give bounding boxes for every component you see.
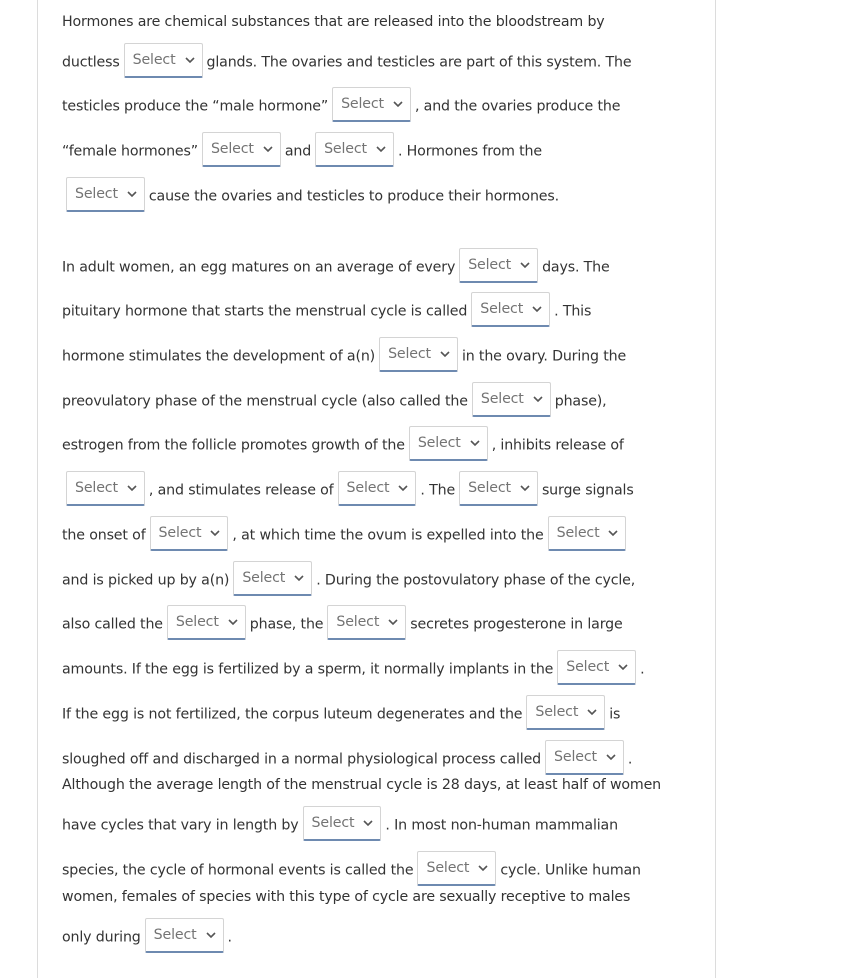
chevron-down-icon [206,931,216,939]
dropdown-label: Select [210,141,254,157]
chevron-down-icon [363,819,373,827]
chevron-down-icon [606,753,616,761]
dropdown-label: Select [426,860,470,876]
text: cycle. Unlike human [500,862,641,879]
dropdown-label: Select [75,480,118,496]
p2-line-9 [62,607,623,633]
dropdown-onset-of[interactable] [150,516,229,551]
text: , at which time the ovum is expelled into the [232,527,544,544]
p2-line-15 [62,853,641,879]
dropdown-label: Select [480,301,524,317]
text: only during [62,929,141,946]
dropdown-process-called[interactable] [545,740,624,775]
text: phase), [554,393,607,410]
text: cause the ovaries and testicles to produce their hormones. [148,188,559,205]
dropdown-label: Select [468,480,511,496]
text: . This [554,303,592,320]
p2-line-14 [62,808,618,834]
dropdown-vary-in-length[interactable] [303,806,382,841]
p1-line-2 [62,45,632,71]
chevron-down-icon [533,395,543,403]
dropdown-label: Select [535,704,579,720]
p2-line-3 [62,339,627,365]
p2-line-13 [62,775,661,795]
dropdown-implants-in[interactable] [557,650,636,685]
text: Hormones are chemical substances that are released into the bloodstream by [62,14,605,30]
dropdown-label: Select [336,614,380,630]
dropdown-label: Select [153,927,197,943]
text: , and stimulates release of [148,482,334,499]
chevron-down-icon [440,350,450,358]
text: in the ovary. During the [461,348,627,365]
dropdown-picked-up-by[interactable] [233,561,312,596]
text: amounts. If the egg is fertilized by a sperm, it normally implants in the [62,661,554,678]
chevron-down-icon [388,618,398,626]
dropdown-label: Select [346,480,390,496]
dropdown-gland-type[interactable] [124,43,203,78]
text: phase, the [249,616,324,633]
text: pituitary hormone that starts the menstrual cycle is called [62,303,468,320]
chevron-down-icon [470,439,480,447]
dropdown-male-hormone[interactable] [332,87,411,122]
dropdown-female-hormone-1[interactable] [202,132,281,167]
dropdown-postovulatory-phase[interactable] [167,605,246,640]
chevron-down-icon [127,484,137,492]
p1-line-5 [62,179,559,205]
dropdown-sloughed-off[interactable] [526,695,605,730]
chevron-down-icon [263,145,273,153]
dropdown-label: Select [417,435,461,451]
dropdown-label: Select [132,52,176,68]
dropdown-progesterone-source[interactable] [327,605,406,640]
text: glands. The ovaries and testicles are part of this system. The [206,54,632,71]
chevron-down-icon [520,484,530,492]
chevron-down-icon [210,529,220,537]
dropdown-surge-hormone[interactable] [459,471,538,506]
dropdown-label: Select [341,96,384,112]
text: , and the ovaries produce the [414,98,621,115]
dropdown-label: Select [242,570,286,586]
text: Although the average length of the menstrual cycle is 28 days, at least half of women [62,777,662,793]
p2-line-8 [62,563,636,589]
chevron-down-icon [228,618,238,626]
dropdown-label: Select [388,346,431,362]
chevron-down-icon [618,663,628,671]
dropdown-label: Select [554,749,597,765]
dropdown-hormone-source[interactable] [66,177,145,212]
dropdown-cycle-type[interactable] [417,851,496,886]
dropdown-label: Select [468,257,512,273]
text: . The [420,482,456,499]
text: hormone stimulates the development of a(n) [62,348,376,365]
dropdown-stimulates-release[interactable] [338,471,417,506]
dropdown-ovum-expelled-into[interactable] [548,516,627,551]
chevron-down-icon [376,145,386,153]
text: . Hormones from the [397,143,542,160]
dropdown-label: Select [566,659,610,675]
dropdown-estrogen-growth[interactable] [409,426,488,461]
text: If the egg is not fertilized, the corpus luteum degenerates and the [62,706,523,723]
text: have cycles that vary in length by [62,817,299,834]
dropdown-label: Select [158,525,202,541]
p2-line-6 [62,473,634,499]
text: also called the [62,616,163,633]
p2-line-16 [62,887,630,907]
text: sloughed off and discharged in a normal physiological process called [62,751,542,768]
chevron-down-icon [294,574,304,582]
dropdown-label: Select [480,391,524,407]
dropdown-label: Select [311,815,355,831]
text: In adult women, an egg matures on an average of every [62,259,456,276]
dropdown-label: Select [75,186,118,202]
text: . [627,751,633,768]
dropdown-preovulatory-phase[interactable] [472,382,551,417]
dropdown-cycle-days[interactable] [459,248,538,283]
p1-line-3 [62,89,621,115]
dropdown-label: Select [556,525,600,541]
chevron-down-icon [478,864,488,872]
text: . [640,661,645,678]
text: and [284,143,312,160]
p2-line-11 [62,697,621,723]
text: women, females of species with this type of cycle are sexually receptive to males [62,889,631,905]
chevron-down-icon [608,529,618,537]
dropdown-pituitary-hormone[interactable] [471,292,550,327]
p2-line-7 [62,518,630,544]
chevron-down-icon [520,261,530,269]
text: the onset of [62,527,146,544]
p1-line-4 [62,134,542,160]
text: surge signals [541,482,634,499]
text: . [227,929,232,946]
p2-line-12 [62,742,633,768]
p2-line-5 [62,428,624,454]
p1-line-1 [62,12,605,32]
p2-line-1 [62,250,610,276]
text: . In most non-human mammalian [385,817,618,834]
text: estrogen from the follicle promotes growth of the [62,437,405,454]
chevron-down-icon [185,56,195,64]
text: testicles produce the “male hormone” [62,98,329,115]
chevron-down-icon [587,708,597,716]
chevron-down-icon [127,190,137,198]
p2-line-2 [62,294,592,320]
text: secretes progesterone in large [410,616,623,633]
text: is [609,706,621,723]
chevron-down-icon [393,100,403,108]
text: “female hormones” [62,143,198,160]
text: species, the cycle of hormonal events is called the [62,862,414,879]
text: ductless [62,54,120,71]
dropdown-receptive-during[interactable] [145,918,224,953]
chevron-down-icon [398,484,408,492]
text: and is picked up by a(n) [62,572,230,589]
p2-line-17 [62,920,232,946]
p2-line-4 [62,384,607,410]
text: days. The [542,259,610,276]
text: , inhibits release of [491,437,624,454]
text: . During the postovulatory phase of the cycle, [316,572,636,589]
dropdown-label: Select [175,614,219,630]
text: preovulatory phase of the menstrual cycle (also called the [62,393,468,410]
dropdown-female-hormone-2[interactable] [315,132,394,167]
p2-line-10 [62,652,645,678]
dropdown-inhibits-release[interactable] [66,471,145,506]
dropdown-ovary-structure[interactable] [379,337,458,372]
dropdown-label: Select [324,141,367,157]
chevron-down-icon [532,305,542,313]
